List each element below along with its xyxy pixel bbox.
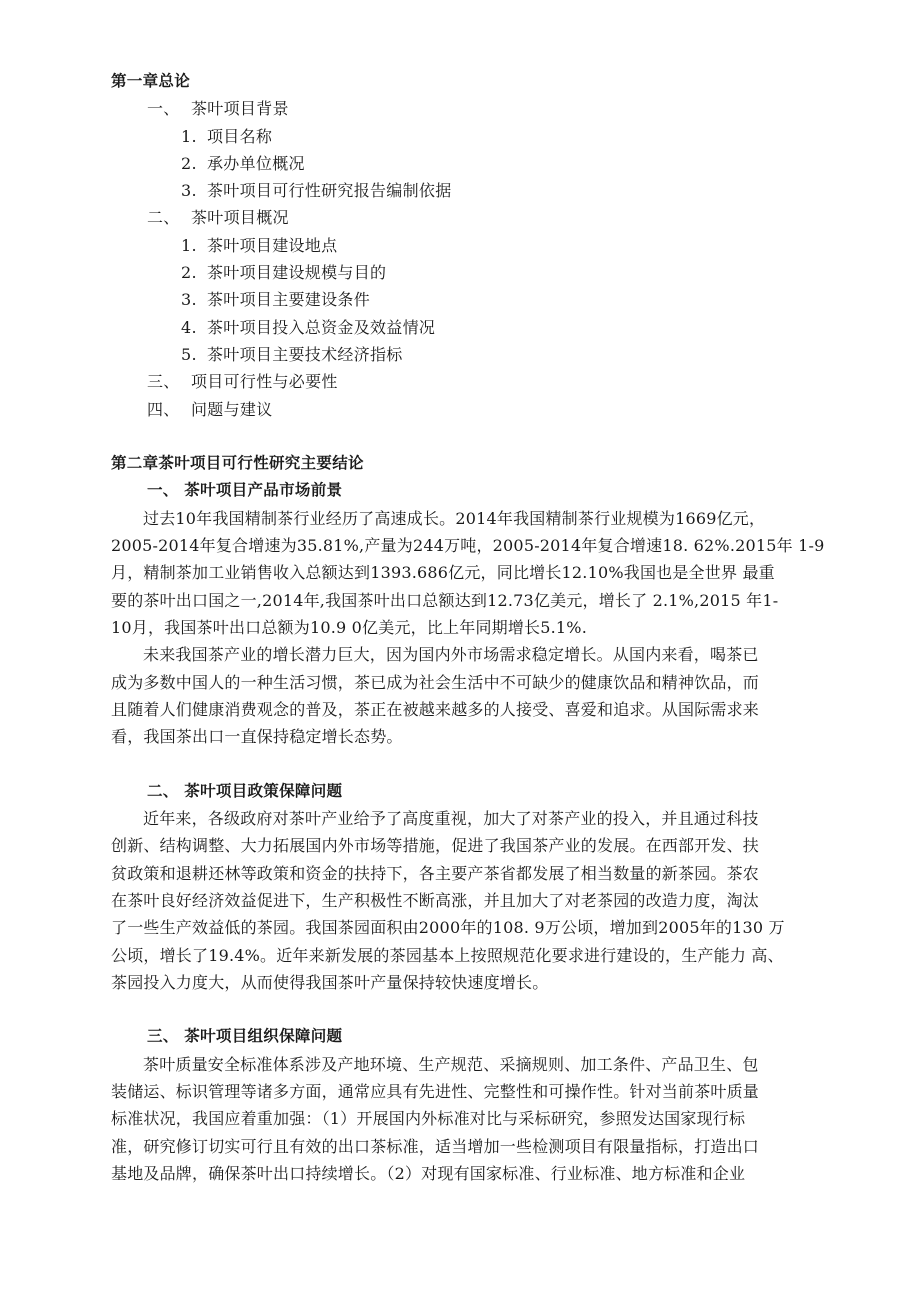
section-heading: 二、 茶叶项目政策保障问题 — [147, 781, 343, 800]
paragraph — [111, 1051, 811, 1187]
paragraph-line: 成为多数中国人的一种生活习惯，茶已成为社会生活中不可缺少的健康饮品和精神饮品，而 — [111, 672, 760, 692]
toc-item-label: 茶叶项目可行性研究报告编制依据 — [207, 181, 452, 201]
paragraph — [111, 805, 811, 996]
section-heading: 一、 茶叶项目产品市场前景 — [147, 481, 343, 500]
toc-item-label: 茶叶项目建设地点 — [207, 235, 338, 255]
paragraph-line: 创新、结构调整、大力拓展国内外市场等措施，促进了我国茶产业的发展。在西部开发、扶 — [111, 836, 760, 856]
toc-item — [111, 259, 811, 286]
paragraph-line: 在茶叶良好经济效益促进下，生产积极性不断高涨，并且加大了对老茶园的改造力度，淘汰 — [111, 890, 760, 910]
toc-section-1 — [111, 95, 811, 122]
paragraph-line: 且随着人们健康消费观念的普及，茶正在被越来越多的人接受、喜爱和追求。从国际需求来 — [111, 699, 760, 719]
toc-item-label: 茶叶项目主要建设条件 — [207, 290, 371, 310]
paragraph-line: 未来我国茶产业的增长潜力巨大，因为国内外市场需求稳定增长。从国内来看，喝茶已 — [143, 645, 759, 665]
paragraph-line: 标准状况，我国应着重加强：（1）开展国内外标准对比与采标研究，参照发达国家现行标 — [111, 1109, 746, 1129]
toc-section-label: 问题与建议 — [191, 399, 273, 419]
toc-item-label: 茶叶项目投入总资金及效益情况 — [207, 317, 436, 337]
section-heading: 三、 茶叶项目组织保障问题 — [147, 1027, 343, 1046]
document-page — [111, 68, 825, 1187]
toc-item — [111, 314, 811, 341]
toc-item-number: 2. — [181, 263, 197, 283]
paragraph-line: 近年来，各级政府对茶叶产业给予了高度重视，加大了对茶产业的投入，并且通过科技 — [143, 809, 759, 829]
paragraph-line: 准，研究修订切实可行且有效的出口茶标准，适当增加一些检测项目有限量指标，打造出口 — [111, 1136, 760, 1156]
paragraph-line: 贫政策和退耕还林等政策和资金的扶持下，各主要产茶省都发展了相当数量的新茶园。茶农 — [111, 863, 760, 883]
toc-section-2 — [111, 204, 811, 231]
paragraph-line: 10月，我国茶叶出口总额为10.9 0亿美元，比上年同期增长5.1%. — [111, 617, 587, 637]
toc-section-3 — [111, 368, 811, 395]
paragraph-line: 2005-2014年复合增速为35.81%,产量为244万吨，2005-2014年复合增速18. 62%.2015年 1-9 — [111, 536, 825, 556]
toc-section-number: 三、 — [147, 372, 180, 392]
toc-section-number: 二、 — [147, 208, 180, 228]
paragraph — [111, 641, 811, 750]
toc-item — [111, 177, 811, 204]
toc-item-label: 茶叶项目主要技术经济指标 — [207, 344, 403, 364]
spacer — [111, 750, 811, 777]
toc-item-number: 2. — [181, 153, 197, 173]
toc-item — [111, 232, 811, 259]
toc-item-label: 茶叶项目建设规模与目的 — [207, 263, 387, 283]
paragraph-line: 过去10年我国精制茶行业经历了高速成长。2014年我国精制茶行业规模为1669亿元， — [143, 508, 766, 528]
toc-item-number: 3. — [181, 181, 197, 201]
toc-item-number: 3. — [181, 290, 197, 310]
toc-section-number: 四、 — [147, 399, 180, 419]
toc-item — [111, 341, 811, 368]
toc-section-label: 茶叶项目背景 — [191, 99, 289, 119]
toc-section-4 — [111, 396, 811, 423]
paragraph-line: 茶叶质量安全标准体系涉及产地环境、生产规范、采摘规则、加工条件、产品卫生、包 — [143, 1054, 759, 1074]
toc-section-label: 项目可行性与必要性 — [191, 372, 338, 392]
toc-section-label: 茶叶项目概况 — [191, 208, 289, 228]
paragraph-line: 茶园投入力度大，从而使得我国茶叶产量保持较快速度增长。 — [111, 972, 549, 992]
toc-item — [111, 286, 811, 313]
paragraph-line: 公顷，增长了19.4%。近年来新发展的茶园基本上按照规范化要求进行建设的，生产能力 高、 — [111, 945, 784, 965]
toc-item-number: 4. — [181, 317, 197, 337]
toc-section-number: 一、 — [147, 99, 180, 119]
chapter-2-title: 第二章茶叶项目可行性研究主要结论 — [111, 454, 364, 473]
paragraph — [111, 505, 825, 641]
toc-item — [111, 123, 811, 150]
spacer — [111, 423, 811, 450]
spacer — [111, 996, 811, 1023]
toc-item-number: 1. — [181, 235, 197, 255]
paragraph-line: 看，我国茶出口一直保持稳定增长态势。 — [111, 727, 403, 747]
toc-item-label: 承办单位概况 — [207, 153, 305, 173]
paragraph-line: 月，精制茶加工业销售收入总额达到1393.686亿元，同比增长12.10%我国也是全世界 最重 — [111, 563, 775, 583]
chapter-1-title: 第一章总论 — [111, 72, 191, 90]
paragraph-line: 基地及品牌，确保茶叶出口持续增长。（2）对现有国家标准、行业标准、地方标准和企业 — [111, 1163, 746, 1183]
paragraph-line: 装储运、标识管理等诸多方面，通常应具有先进性、完整性和可操作性。针对当前茶叶质量 — [111, 1081, 760, 1101]
toc-item — [111, 150, 811, 177]
toc-item-label: 项目名称 — [207, 126, 273, 146]
paragraph-line: 了一些生产效益低的茶园。我国茶园面积由2000年的108. 9万公顷，增加到2005年的130 万 — [111, 918, 785, 938]
toc-item-number: 5. — [181, 344, 197, 364]
paragraph-line: 要的茶叶出口国之一,2014年,我国茶叶出口总额达到12.73亿美元，增长了 2.1%,2015 年1- — [111, 590, 779, 610]
toc-item-number: 1. — [181, 126, 197, 146]
